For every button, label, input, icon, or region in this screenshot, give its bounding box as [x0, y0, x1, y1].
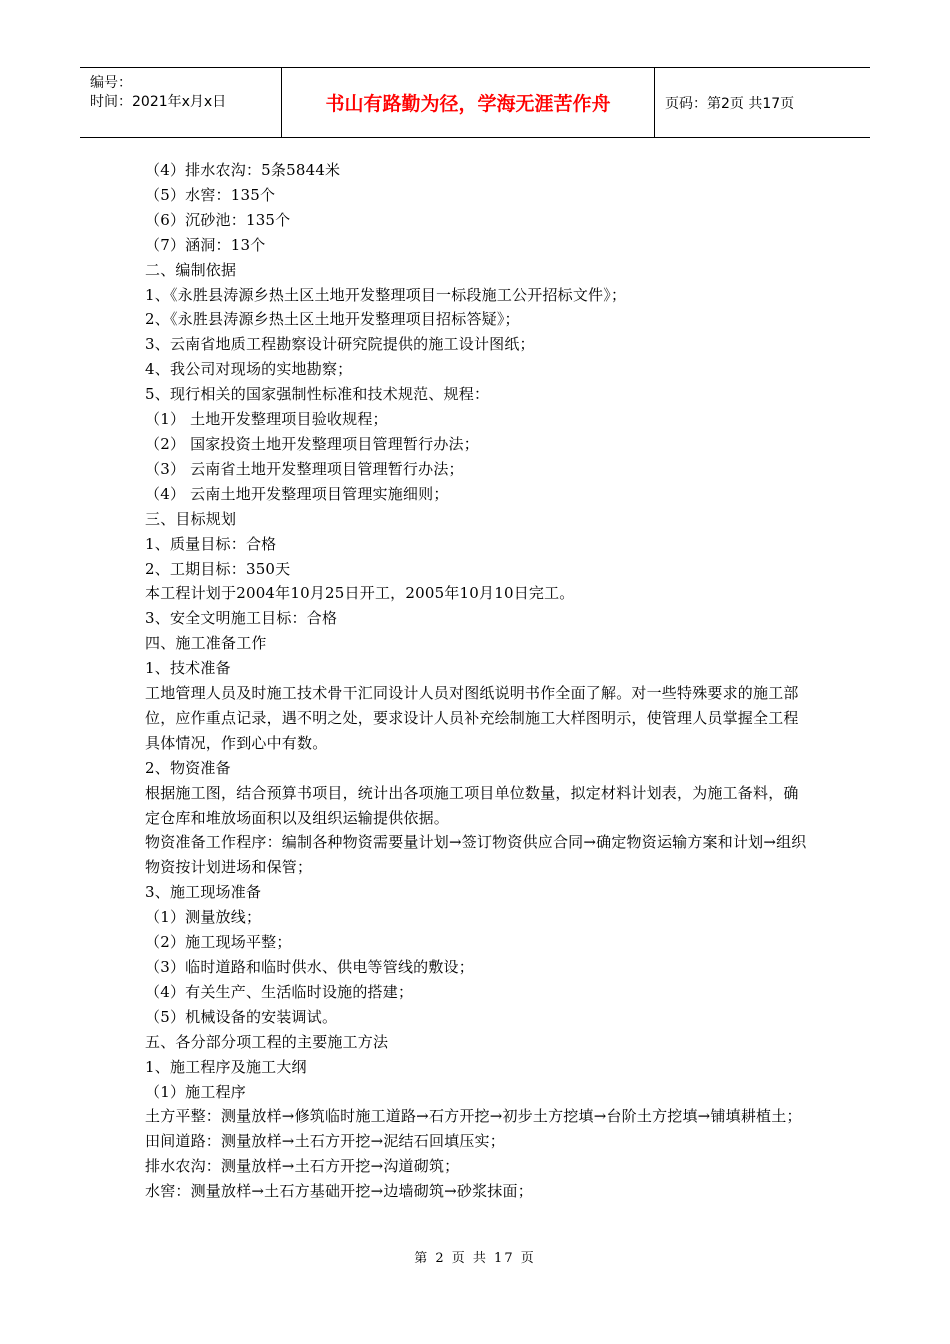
section-heading: 四、施工准备工作	[145, 634, 267, 653]
paragraph: 1、施工程序及施工大纲	[145, 1057, 307, 1076]
paragraph: （7）涵洞：13个	[145, 235, 266, 254]
paragraph: 工地管理人员及时施工技术骨干汇同设计人员对图纸说明书作全面了解。对一些特殊要求的施工部位，应作重点记录，遇不明之处，要求设计人员补充绘制施工大样图明示，使管理人员掌握全工程具体情况，作到心中有数。	[145, 684, 799, 752]
paragraph: 3、云南省地质工程勘察设计研究院提供的施工设计图纸；	[145, 335, 535, 354]
paragraph: （1）测量放线；	[145, 908, 262, 927]
paragraph: （4）有关生产、生活临时设施的搭建；	[145, 982, 414, 1001]
section-heading: 二、编制依据	[145, 260, 237, 279]
section-heading: 三、目标规划	[145, 509, 237, 528]
paragraph: 本工程计划于2004年10月25日开工，2005年10月10日完工。	[145, 584, 575, 603]
paragraph: 2、物资准备	[145, 758, 231, 777]
paragraph: 2、《永胜县涛源乡热土区土地开发整理项目招标答疑》；	[145, 310, 520, 329]
page-footer: 第 2 页 共 17 页	[414, 1251, 536, 1266]
paragraph: （3）临时道路和临时供水、供电等管线的敷设；	[145, 958, 474, 976]
section-heading: 五、各分部分项工程的主要施工方法	[145, 1032, 389, 1051]
header-motto: 书山有路勤为径，学海无涯苦作舟	[282, 68, 655, 137]
paragraph: 水窖：测量放样→土石方基础开挖→边墙砌筑→砂浆抹面；	[145, 1182, 533, 1201]
header-meta	[80, 68, 282, 137]
paragraph: 物资准备工作程序：编制各种物资需要量计划→签订物资供应合同→确定物资运输方案和计划→组织物资按计划进场和保管；	[145, 833, 807, 877]
document-time: 时间：2021年x月x日	[90, 94, 227, 110]
paragraph: 3、施工现场准备	[145, 883, 262, 902]
paragraph: （4） 云南土地开发整理项目管理实施细则；	[145, 484, 449, 503]
paragraph: 1、质量目标：合格	[145, 534, 277, 553]
page-header	[80, 67, 870, 138]
paragraph: （5）水窖：135个	[145, 185, 276, 204]
paragraph: （2） 国家投资土地开发整理项目管理暂行办法；	[145, 434, 479, 453]
paragraph: （6）沉砂池：135个	[145, 210, 291, 229]
document-number-label: 编号：	[90, 75, 132, 91]
header-page-code: 页码：第2页 共17页	[665, 95, 795, 112]
paragraph: 2、工期目标：350天	[145, 559, 291, 578]
document-body	[145, 158, 810, 1204]
paragraph: （1） 土地开发整理项目验收规程；	[145, 410, 388, 429]
paragraph: 1、技术准备	[145, 659, 231, 678]
paragraph: 土方平整：测量放样→修筑临时施工道路→石方开挖→初步土方挖填→台阶土方挖填→铺填耕植土；	[145, 1107, 802, 1126]
paragraph: （5）机械设备的安装调试。	[145, 1007, 338, 1026]
paragraph: 4、我公司对现场的实地勘察；	[145, 360, 353, 379]
paragraph: （1）施工程序	[145, 1082, 246, 1101]
paragraph: （2）施工现场平整；	[145, 933, 292, 952]
paragraph: （4）排水农沟：5条5844米	[145, 161, 341, 179]
paragraph: 根据施工图，结合预算书项目，统计出各项施工项目单位数量，拟定材料计划表，为施工备料，确定仓库和堆放场面积以及组织运输提供依据。	[145, 783, 799, 827]
paragraph: 5、现行相关的国家强制性标准和技术规范、规程：	[145, 385, 490, 404]
paragraph: 3、安全文明施工目标：合格	[145, 609, 338, 628]
paragraph: （3） 云南省土地开发整理项目管理暂行办法；	[145, 459, 464, 478]
paragraph: 1、《永胜县涛源乡热土区土地开发整理项目一标段施工公开招标文件》；	[145, 285, 627, 304]
paragraph: 排水农沟：测量放样→土石方开挖→沟道砌筑；	[145, 1157, 460, 1176]
paragraph: 田间道路：测量放样→土石方开挖→泥结石回填压实；	[145, 1132, 505, 1151]
